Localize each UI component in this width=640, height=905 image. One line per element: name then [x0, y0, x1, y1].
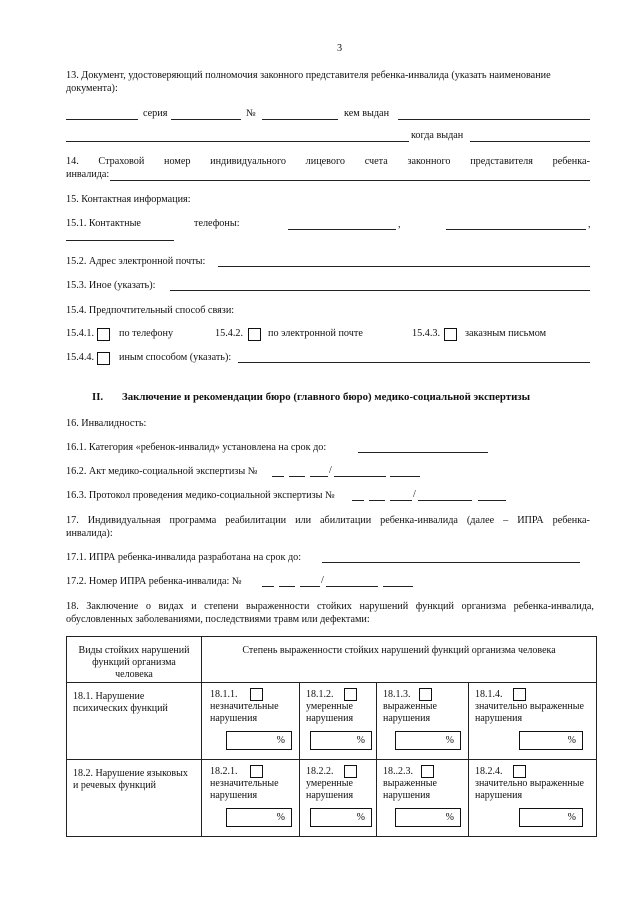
row-label-speech: 18.2. Нарушение языковых и речевых функций	[67, 760, 202, 837]
opt-phone-checkbox[interactable]	[97, 328, 110, 341]
opt-email-checkbox[interactable]	[248, 328, 261, 341]
item-14-line1: 14. Страховой номер индивидуального лицевого счета законного представителя ребенка-	[66, 156, 590, 167]
phone-field-1[interactable]	[288, 229, 396, 230]
checkbox-18-1-2[interactable]	[344, 688, 357, 701]
checkbox-18-2-4[interactable]	[513, 765, 526, 778]
act-number-4[interactable]	[334, 476, 386, 477]
issued-by-field-cont[interactable]	[66, 141, 409, 142]
other-contact-label: 15.3. Иное (указать):	[66, 280, 156, 291]
header-disorder-types: Виды стойких нарушений функций организма человека	[67, 637, 202, 683]
phone-comma-1: ,	[398, 219, 401, 230]
table-row	[67, 760, 597, 837]
cell-18-2-3: 18..2.3. выраженные нарушения %	[377, 760, 469, 837]
item-16-title: 16. Инвалидность:	[66, 418, 147, 429]
cell-18-2-2: 18.2.2. умеренные нарушения %	[300, 760, 377, 837]
cell-18-1-3: 18.1.3. выраженные нарушения %	[377, 683, 469, 760]
protocol-number-2[interactable]	[369, 500, 385, 501]
preferred-contact-label: 15.4. Предпочтительный способ связи:	[66, 305, 235, 316]
percent-field-18-2-4[interactable]: %	[519, 808, 583, 827]
item-14-line2: инвалида:	[66, 169, 110, 180]
item-16-3-label: 16.3. Протокол проведения медико-социальной экспертизы №	[66, 490, 335, 501]
issued-by-label: кем выдан	[344, 108, 390, 119]
ipra-number-3[interactable]	[300, 586, 320, 587]
email-field[interactable]	[218, 266, 590, 267]
ipra-number-2[interactable]	[279, 586, 295, 587]
other-contact-field[interactable]	[170, 290, 590, 291]
opt-phone-num: 15.4.1.	[66, 328, 95, 339]
row-label-mental: 18.1. Нарушение психических функций	[67, 683, 202, 760]
ipra-number-1[interactable]	[262, 586, 274, 587]
section-2-number: II.	[92, 391, 104, 403]
act-number-2[interactable]	[289, 476, 305, 477]
percent-field-18-2-3[interactable]: %	[395, 808, 461, 827]
item-17-line2: инвалида):	[66, 528, 113, 539]
ipra-number-5[interactable]	[383, 586, 413, 587]
phone-field-3[interactable]	[66, 240, 174, 241]
number-label: №	[246, 108, 256, 119]
phones-label-1: 15.1. Контактные	[66, 218, 141, 229]
phone-comma-2: ,	[588, 219, 591, 230]
doc-number-field[interactable]	[262, 119, 338, 120]
snils-field[interactable]	[110, 180, 590, 181]
checkbox-18-1-4[interactable]	[513, 688, 526, 701]
checkbox-18-2-3[interactable]	[421, 765, 434, 778]
checkbox-18-2-1[interactable]	[250, 765, 263, 778]
opt-email-label: по электронной почте	[268, 328, 363, 339]
opt-other-num: 15.4.4.	[66, 352, 95, 363]
seria-label: серия	[143, 108, 168, 119]
percent-field-18-2-1[interactable]: %	[226, 808, 292, 827]
item-17-2-label: 17.2. Номер ИПРА ребенка-инвалида: №	[66, 576, 242, 587]
item-13-line1: 13. Документ, удостоверяющий полномочия законного представителя ребенка-инвалида (указать наименование	[66, 70, 551, 81]
protocol-number-4[interactable]	[418, 500, 472, 501]
seria-field[interactable]	[171, 119, 241, 120]
issued-by-field[interactable]	[398, 119, 590, 120]
percent-field-18-1-1[interactable]: %	[226, 731, 292, 750]
doc-name-field[interactable]	[66, 119, 138, 120]
table-row	[67, 683, 597, 760]
opt-email-num: 15.4.2.	[215, 328, 244, 339]
disorders-table	[66, 636, 597, 837]
act-number-3[interactable]	[310, 476, 328, 477]
item-16-2-label: 16.2. Акт медико-социальной экспертизы №	[66, 466, 258, 477]
checkbox-18-1-1[interactable]	[250, 688, 263, 701]
item-15-title: 15. Контактная информация:	[66, 194, 191, 205]
protocol-number-3[interactable]	[390, 500, 412, 501]
percent-field-18-1-3[interactable]: %	[395, 731, 461, 750]
opt-phone-label: по телефону	[119, 328, 174, 339]
table-header-row	[67, 637, 597, 683]
checkbox-18-2-2[interactable]	[344, 765, 357, 778]
opt-other-field[interactable]	[238, 362, 590, 363]
issued-when-label: когда выдан	[411, 130, 464, 141]
page-number: 3	[337, 43, 343, 54]
cell-18-1-2: 18.1.2. умеренные нарушения %	[300, 683, 377, 760]
item-16-1-label: 16.1. Категория «ребенок-инвалид» установлена на срок до:	[66, 442, 327, 453]
issued-when-field[interactable]	[470, 141, 590, 142]
section-2-title: Заключение и рекомендации бюро (главного бюро) медико-социальной экспертизы	[122, 391, 531, 403]
opt-other-label: иным способом (указать):	[119, 352, 232, 363]
percent-field-18-1-4[interactable]: %	[519, 731, 583, 750]
item-17-line1: 17. Индивидуальная программа реабилитации или абилитации ребенка-инвалида (далее – ИПРА ребенка-	[66, 515, 590, 526]
email-label: 15.2. Адрес электронной почты:	[66, 256, 206, 267]
percent-field-18-1-2[interactable]: %	[310, 731, 372, 750]
cell-18-2-1: 18.2.1. незначительные нарушения %	[202, 760, 300, 837]
cell-18-1-4: 18.1.4. значительно выраженные нарушения %	[469, 683, 597, 760]
item-13-line2: документа):	[66, 83, 118, 94]
opt-other-checkbox[interactable]	[97, 352, 110, 365]
phones-label-2: телефоны:	[194, 218, 240, 229]
item-18-line1: 18. Заключение о видах и степени выраженности стойких нарушений функций организма ребенка-инвалида,	[66, 601, 594, 612]
percent-field-18-2-2[interactable]: %	[310, 808, 372, 827]
protocol-number-5[interactable]	[478, 500, 506, 501]
checkbox-18-1-3[interactable]	[419, 688, 432, 701]
ipra-term-field[interactable]	[322, 562, 580, 563]
phone-field-2[interactable]	[446, 229, 586, 230]
header-severity: Степень выраженности стойких нарушений функций организма человека	[202, 637, 597, 683]
ipra-number-4[interactable]	[326, 586, 378, 587]
item-18-line2: обусловленных заболеваниями, последствиями травм или дефектами:	[66, 614, 370, 625]
cell-18-2-4: 18.2.4. значительно выраженные нарушения %	[469, 760, 597, 837]
disability-term-field[interactable]	[358, 452, 488, 453]
act-number-5[interactable]	[390, 476, 420, 477]
opt-letter-label: заказным письмом	[465, 328, 547, 339]
act-number-1[interactable]	[272, 476, 284, 477]
opt-letter-checkbox[interactable]	[444, 328, 457, 341]
cell-18-1-1: 18.1.1. незначительные нарушения %	[202, 683, 300, 760]
item-17-1-label: 17.1. ИПРА ребенка-инвалида разработана на срок до:	[66, 552, 302, 563]
protocol-number-1[interactable]	[352, 500, 364, 501]
opt-letter-num: 15.4.3.	[412, 328, 441, 339]
